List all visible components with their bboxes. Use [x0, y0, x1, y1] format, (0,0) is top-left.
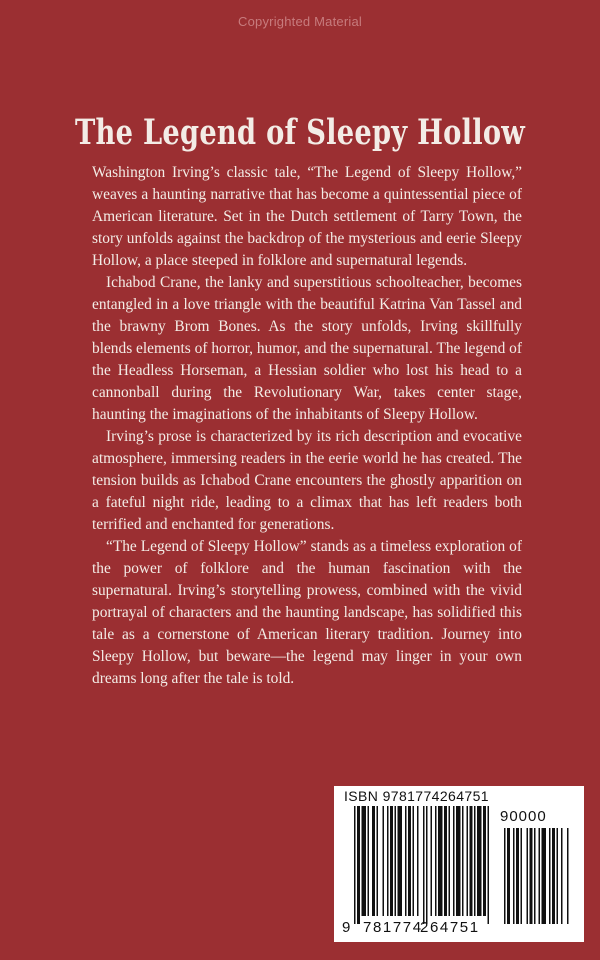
paragraph: Ichabod Crane, the lanky and superstitious schoolteacher, becomes entangled in a love triangle with the beautiful Katrina Van Tassel and the brawny Brom Bones. As the story unfolds, Irving skillfully blends elements of horror, humor, and the supernatural. The legend of the Headless Horseman, a Hessian soldier who lost his head to a cannonball during the Revolutionary War, takes center stage, haunting the imaginations of the inhabitants of Sleepy Hollow. [92, 274, 522, 423]
barcode-bar [549, 828, 551, 924]
barcode-bar [474, 806, 476, 916]
barcode-bar [456, 806, 461, 916]
barcode-digits-group2: 264751 [420, 919, 480, 936]
barcode-bar [470, 806, 473, 916]
barcode-bar [395, 806, 397, 916]
barcode-bar [423, 806, 425, 924]
paragraph: Irving’s prose is characterized by its rich description and evocative atmosphere, immersing readers in the eerie world he has created. The tension builds as Ichabod Crane encounters the ghostly apparition on a fateful night ride, leading to a climax that has left readers both terrified and enchanted for generations. [92, 428, 522, 533]
barcode-bar [513, 828, 515, 924]
isbn-barcode [334, 786, 584, 942]
barcode-bar [383, 806, 385, 916]
barcode-bar [462, 806, 464, 916]
barcode-bar [504, 828, 506, 924]
barcode-bar [408, 806, 411, 916]
watermark: Copyrighted Material [238, 14, 362, 29]
barcode-bar [552, 828, 555, 924]
barcode-bar [435, 806, 437, 916]
paragraph: “The Legend of Sleepy Hollow” stands as a timeless exploration of the power of folklore and the human fascination with the supernatural. Irving’s storytelling prowess, combined with the vivid portrayal of characters and the haunting landscape, has solidified this tale as a cornerstone of American literary tradition. Journey into Sleepy Hollow, but beware—the legend may linger in your own dreams long after the tale is told. [92, 538, 522, 687]
barcode-bar [368, 806, 370, 916]
price-code: 90000 [500, 808, 547, 825]
book-title: The Legend of Sleepy Hollow [74, 112, 526, 153]
barcode-digit-first: 9 [342, 919, 352, 936]
barcode-bar [405, 806, 407, 916]
barcode-digits-group1: 781774 [363, 919, 423, 936]
barcode-bar [417, 806, 419, 916]
barcode-bar [477, 806, 482, 916]
barcode-bar [557, 828, 559, 924]
blurb-text [92, 162, 522, 690]
barcode-bar [413, 806, 415, 916]
barcode-bar [362, 806, 367, 916]
barcode-bar [488, 806, 490, 924]
barcode-bar [431, 806, 433, 916]
barcode-bar [444, 806, 447, 916]
isbn-label: ISBN 9781774264751 [344, 788, 489, 804]
barcode-bar [390, 806, 393, 916]
barcode-bar [507, 828, 510, 924]
barcode-bar [453, 806, 455, 916]
barcode-bar [372, 806, 375, 916]
barcode-bar [483, 806, 486, 916]
barcode-bar [561, 828, 563, 924]
barcode-bar [534, 828, 536, 924]
barcode-bar [377, 806, 379, 916]
barcode-bar [426, 806, 428, 924]
barcode-bar [449, 806, 451, 916]
barcode-bar [516, 828, 519, 924]
barcode-bar [530, 828, 533, 924]
barcode-bar [539, 828, 541, 924]
barcode-bar [354, 806, 356, 924]
barcode-bar [467, 806, 469, 916]
barcode-bar [438, 806, 443, 916]
barcode-bar [398, 806, 403, 916]
paragraph: Washington Irving’s classic tale, “The Legend of Sleepy Hollow,” weaves a haunting narrative that has become a quintessential piece of American literature. Set in the Dutch settlement of Tarry Town, the story unfolds against the backdrop of the mysterious and eerie Sleepy Hollow, a place steeped in folklore and supernatural legends. [92, 164, 522, 269]
barcode-bar [387, 806, 389, 916]
barcode-bar [527, 828, 529, 924]
barcode-bar [567, 828, 569, 924]
barcode-bar [521, 828, 523, 924]
barcode-bar [357, 806, 360, 924]
barcode-bar [542, 828, 547, 924]
